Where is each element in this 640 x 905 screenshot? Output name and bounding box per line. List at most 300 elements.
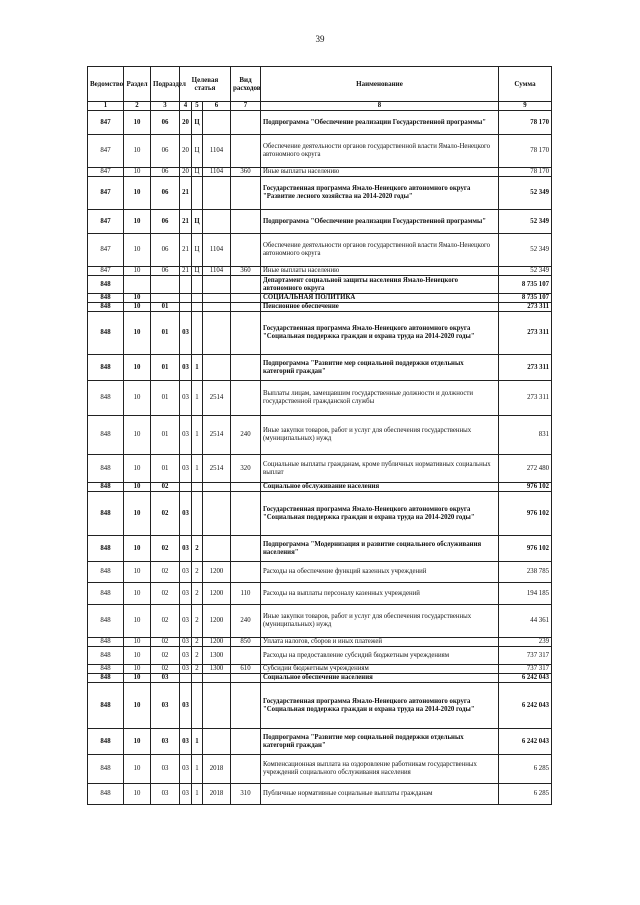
cell-expense-type: 360 [231,168,261,177]
cell-razdel: 10 [124,111,151,135]
cell-target-subprogram [192,294,203,303]
table-row [88,303,552,312]
cell-target-subprogram: 1 [192,381,203,416]
cell-target-code [203,303,231,312]
cell-name: Подпрограмма "Модернизация и развитие социального обслуживания населения" [261,536,499,562]
cell-podrazdel: 06 [151,267,180,276]
table-row [88,492,552,536]
col-number: 6 [203,102,231,111]
cell-target-program: 03 [180,729,192,755]
cell-vedomstvo: 848 [88,784,124,805]
cell-razdel: 10 [124,210,151,234]
cell-name: Выплаты лицам, замещавшим государственные должности и должности государственной гражданской службы [261,381,499,416]
table-row [88,729,552,755]
cell-target-subprogram: Ц [192,210,203,234]
cell-sum: 976 102 [499,492,552,536]
cell-razdel: 10 [124,455,151,483]
cell-name: Иные закупки товаров, работ и услуг для обеспечения государственных (муниципальных) нужд [261,416,499,455]
table-row [88,312,552,355]
cell-target-subprogram: 2 [192,562,203,583]
cell-razdel [124,276,151,294]
table-row [88,276,552,294]
cell-expense-type [231,303,261,312]
cell-razdel: 10 [124,674,151,683]
cell-target-code: 1104 [203,234,231,267]
cell-target-subprogram: 2 [192,605,203,638]
cell-razdel: 10 [124,234,151,267]
cell-expense-type [231,674,261,683]
cell-target-program: 03 [180,455,192,483]
col-number: 7 [231,102,261,111]
cell-sum: 8 735 107 [499,276,552,294]
cell-target-code [203,492,231,536]
cell-sum: 44 361 [499,605,552,638]
cell-podrazdel: 06 [151,168,180,177]
cell-razdel: 10 [124,729,151,755]
cell-sum: 976 102 [499,483,552,492]
cell-sum: 239 [499,638,552,647]
cell-sum: 52 349 [499,267,552,276]
cell-vedomstvo: 848 [88,536,124,562]
cell-target-program: 03 [180,355,192,381]
cell-name: Пенсионное обеспечение [261,303,499,312]
cell-target-subprogram [192,483,203,492]
cell-vedomstvo: 847 [88,234,124,267]
cell-vedomstvo: 848 [88,729,124,755]
cell-podrazdel: 01 [151,455,180,483]
cell-target-code [203,294,231,303]
cell-target-code: 1200 [203,583,231,605]
cell-target-code [203,674,231,683]
cell-podrazdel: 03 [151,674,180,683]
cell-target-program [180,303,192,312]
cell-podrazdel: 06 [151,210,180,234]
cell-podrazdel: 06 [151,234,180,267]
cell-vedomstvo: 848 [88,683,124,729]
cell-name: Социальное обслуживание населения [261,483,499,492]
cell-target-program: 20 [180,168,192,177]
cell-expense-type: 850 [231,638,261,647]
column-number-row [88,102,552,111]
cell-razdel: 10 [124,267,151,276]
cell-name: Субсидии бюджетным учреждениям [261,665,499,674]
cell-expense-type [231,355,261,381]
cell-vedomstvo: 848 [88,492,124,536]
cell-name: Расходы на выплаты персоналу казенных учреждений [261,583,499,605]
table-row [88,111,552,135]
cell-target-subprogram: Ц [192,234,203,267]
cell-target-code [203,210,231,234]
header-celevaya: Целевая статья [180,67,231,102]
table-row [88,234,552,267]
cell-target-subprogram: Ц [192,168,203,177]
cell-expense-type [231,729,261,755]
cell-sum: 737 317 [499,647,552,665]
cell-podrazdel [151,294,180,303]
cell-expense-type [231,562,261,583]
cell-vedomstvo: 848 [88,605,124,638]
cell-expense-type [231,647,261,665]
cell-target-subprogram: 2 [192,647,203,665]
cell-podrazdel: 01 [151,355,180,381]
header-razdel: Раздел [124,67,151,102]
cell-target-program: 03 [180,605,192,638]
cell-podrazdel: 01 [151,381,180,416]
cell-expense-type: 240 [231,605,261,638]
cell-sum: 6 285 [499,755,552,784]
cell-target-code [203,683,231,729]
cell-target-code: 2514 [203,381,231,416]
table-row [88,381,552,416]
cell-target-program: 03 [180,665,192,674]
cell-target-program: 03 [180,647,192,665]
cell-vedomstvo: 848 [88,674,124,683]
cell-vedomstvo: 848 [88,562,124,583]
cell-podrazdel: 03 [151,784,180,805]
cell-target-code [203,276,231,294]
cell-target-subprogram: 1 [192,784,203,805]
cell-sum: 273 311 [499,312,552,355]
cell-vedomstvo: 847 [88,210,124,234]
cell-target-subprogram: 1 [192,729,203,755]
cell-target-program: 03 [180,492,192,536]
cell-name: Подпрограмма "Развитие мер социальной поддержки отдельных категорий граждан" [261,355,499,381]
table-row [88,455,552,483]
cell-name: Государственная программа Ямало-Ненецкого автономного округа "Социальная поддержка граждан и охрана труда на 2014-2020 годы" [261,683,499,729]
cell-target-code: 1300 [203,647,231,665]
cell-podrazdel: 02 [151,483,180,492]
table-row [88,647,552,665]
cell-razdel: 10 [124,135,151,168]
cell-target-code [203,729,231,755]
cell-expense-type [231,234,261,267]
cell-expense-type [231,312,261,355]
cell-sum: 6 285 [499,784,552,805]
cell-target-subprogram: Ц [192,267,203,276]
cell-target-subprogram: Ц [192,111,203,135]
cell-podrazdel: 03 [151,729,180,755]
cell-target-subprogram [192,312,203,355]
cell-target-program [180,276,192,294]
cell-target-subprogram [192,674,203,683]
cell-target-code [203,355,231,381]
cell-target-subprogram [192,177,203,210]
table-row [88,665,552,674]
cell-name: Расходы на предоставление субсидий бюджетным учреждениям [261,647,499,665]
header-sum: Сумма [499,67,552,102]
header-ved: Ведомство [88,67,124,102]
cell-name: Государственная программа Ямало-Ненецкого автономного округа "Социальная поддержка граждан и охрана труда на 2014-2020 годы" [261,312,499,355]
cell-podrazdel: 06 [151,177,180,210]
cell-podrazdel: 02 [151,536,180,562]
cell-name: Социальное обеспечение населения [261,674,499,683]
cell-razdel: 10 [124,755,151,784]
cell-sum: 6 242 043 [499,674,552,683]
cell-podrazdel: 01 [151,303,180,312]
cell-vedomstvo: 848 [88,638,124,647]
cell-target-program: 21 [180,177,192,210]
cell-target-program: 21 [180,267,192,276]
table-row [88,177,552,210]
cell-target-code: 1300 [203,665,231,674]
cell-razdel: 10 [124,562,151,583]
header-podrazdel: Подраздел [151,67,180,102]
cell-podrazdel [151,276,180,294]
cell-sum: 272 480 [499,455,552,483]
cell-target-code: 1104 [203,168,231,177]
cell-target-subprogram: 1 [192,755,203,784]
cell-expense-type [231,111,261,135]
cell-target-program: 20 [180,111,192,135]
cell-target-code: 2018 [203,784,231,805]
cell-razdel: 10 [124,294,151,303]
cell-vedomstvo: 848 [88,755,124,784]
cell-target-program: 03 [180,583,192,605]
cell-expense-type: 110 [231,583,261,605]
cell-target-program: 03 [180,755,192,784]
cell-razdel: 10 [124,416,151,455]
cell-target-code [203,111,231,135]
cell-sum: 78 170 [499,135,552,168]
cell-vedomstvo: 848 [88,294,124,303]
cell-name: Обеспечение деятельности органов государственной власти Ямало-Ненецкого автономного округа [261,135,499,168]
cell-target-subprogram: 1 [192,416,203,455]
cell-target-program: 03 [180,638,192,647]
cell-target-program: 21 [180,234,192,267]
cell-target-code: 2514 [203,455,231,483]
cell-target-subprogram: 2 [192,583,203,605]
col-number: 4 [180,102,192,111]
cell-expense-type: 360 [231,267,261,276]
col-number: 5 [192,102,203,111]
cell-name: Государственная программа Ямало-Ненецкого автономного округа "Социальная поддержка граждан и охрана труда на 2014-2020 годы" [261,492,499,536]
cell-sum: 273 311 [499,355,552,381]
table-row [88,674,552,683]
header-name: Наименование [261,67,499,102]
cell-expense-type [231,536,261,562]
cell-razdel: 10 [124,483,151,492]
cell-target-subprogram: 1 [192,355,203,381]
cell-target-subprogram: 2 [192,638,203,647]
cell-vedomstvo: 848 [88,355,124,381]
table-row [88,355,552,381]
cell-vedomstvo: 848 [88,381,124,416]
cell-podrazdel: 02 [151,665,180,674]
cell-vedomstvo: 848 [88,483,124,492]
cell-podrazdel: 03 [151,683,180,729]
cell-expense-type: 610 [231,665,261,674]
cell-sum: 976 102 [499,536,552,562]
cell-vedomstvo: 848 [88,276,124,294]
cell-target-code: 1104 [203,267,231,276]
table-row [88,267,552,276]
cell-target-program [180,294,192,303]
cell-podrazdel: 02 [151,583,180,605]
cell-target-subprogram [192,303,203,312]
cell-target-subprogram [192,683,203,729]
cell-name: Департамент социальной защиты населения Ямало-Ненецкого автономного округа [261,276,499,294]
cell-vedomstvo: 848 [88,312,124,355]
cell-target-code: 1104 [203,135,231,168]
cell-sum: 6 242 043 [499,683,552,729]
cell-podrazdel: 06 [151,111,180,135]
cell-sum: 238 785 [499,562,552,583]
cell-target-code: 2514 [203,416,231,455]
cell-name: Иные выплаты населению [261,267,499,276]
cell-vedomstvo: 847 [88,168,124,177]
cell-podrazdel: 02 [151,605,180,638]
cell-name: Подпрограмма "Обеспечение реализации Государственной программы" [261,111,499,135]
cell-name: Государственная программа Ямало-Ненецкого автономного округа "Развитие лесного хозяйства на 2014-2020 годы" [261,177,499,210]
cell-name: Иные выплаты населению [261,168,499,177]
cell-sum: 273 311 [499,381,552,416]
cell-razdel: 10 [124,312,151,355]
cell-name: Обеспечение деятельности органов государственной власти Ямало-Ненецкого автономного округа [261,234,499,267]
cell-expense-type [231,294,261,303]
cell-target-program [180,674,192,683]
budget-table [87,66,552,805]
cell-podrazdel: 02 [151,647,180,665]
table-row [88,638,552,647]
table-row [88,210,552,234]
cell-target-code: 1200 [203,638,231,647]
cell-expense-type [231,381,261,416]
cell-vedomstvo: 848 [88,665,124,674]
cell-expense-type: 320 [231,455,261,483]
cell-expense-type: 310 [231,784,261,805]
cell-name: Уплата налогов, сборов и иных платежей [261,638,499,647]
cell-expense-type [231,177,261,210]
cell-podrazdel: 01 [151,416,180,455]
cell-razdel: 10 [124,665,151,674]
cell-name: Подпрограмма "Развитие мер социальной поддержки отдельных категорий граждан" [261,729,499,755]
cell-vedomstvo: 848 [88,455,124,483]
col-number: 2 [124,102,151,111]
cell-razdel: 10 [124,647,151,665]
cell-sum: 273 311 [499,303,552,312]
cell-vedomstvo: 847 [88,267,124,276]
table-row [88,294,552,303]
cell-target-code [203,312,231,355]
cell-expense-type [231,276,261,294]
cell-sum: 831 [499,416,552,455]
cell-target-subprogram: 1 [192,455,203,483]
cell-expense-type: 240 [231,416,261,455]
cell-target-program: 03 [180,312,192,355]
table-row [88,562,552,583]
cell-razdel: 10 [124,784,151,805]
cell-target-program: 03 [180,562,192,583]
cell-podrazdel: 02 [151,638,180,647]
cell-podrazdel: 02 [151,492,180,536]
cell-name: Подпрограмма "Обеспечение реализации Государственной программы" [261,210,499,234]
cell-name: Иные закупки товаров, работ и услуг для обеспечения государственных (муниципальных) нужд [261,605,499,638]
cell-razdel: 10 [124,355,151,381]
cell-expense-type [231,683,261,729]
table-row [88,135,552,168]
table-row [88,784,552,805]
col-number: 3 [151,102,180,111]
cell-expense-type [231,483,261,492]
cell-razdel: 10 [124,536,151,562]
cell-target-code [203,536,231,562]
cell-razdel: 10 [124,303,151,312]
cell-expense-type [231,210,261,234]
cell-sum: 78 170 [499,111,552,135]
cell-target-subprogram [192,492,203,536]
col-number: 9 [499,102,552,111]
cell-target-program: 03 [180,683,192,729]
cell-sum: 78 170 [499,168,552,177]
cell-expense-type [231,755,261,784]
col-number: 1 [88,102,124,111]
cell-sum: 52 349 [499,177,552,210]
cell-sum: 194 185 [499,583,552,605]
cell-razdel: 10 [124,605,151,638]
cell-podrazdel: 02 [151,562,180,583]
cell-razdel: 10 [124,168,151,177]
table-row [88,536,552,562]
cell-vedomstvo: 848 [88,303,124,312]
page-number: 39 [315,34,325,44]
cell-vedomstvo: 848 [88,647,124,665]
cell-target-code: 1200 [203,605,231,638]
cell-expense-type [231,492,261,536]
cell-sum: 737 317 [499,665,552,674]
cell-podrazdel: 06 [151,135,180,168]
table-row [88,755,552,784]
cell-expense-type [231,135,261,168]
cell-sum: 52 349 [499,234,552,267]
cell-target-program: 20 [180,135,192,168]
cell-razdel: 10 [124,583,151,605]
cell-razdel: 10 [124,492,151,536]
table-row [88,416,552,455]
cell-razdel: 10 [124,683,151,729]
header-vid: Вид расходов [231,67,261,102]
cell-sum: 6 242 043 [499,729,552,755]
cell-razdel: 10 [124,177,151,210]
cell-target-program: 03 [180,536,192,562]
cell-razdel: 10 [124,381,151,416]
cell-vedomstvo: 847 [88,135,124,168]
cell-vedomstvo: 847 [88,111,124,135]
cell-vedomstvo: 848 [88,583,124,605]
cell-target-program [180,483,192,492]
cell-target-program: 21 [180,210,192,234]
cell-target-code: 2018 [203,755,231,784]
cell-name: Компенсационная выплата на оздоровление работникам государственных учреждений социального обслуживания населения [261,755,499,784]
cell-target-program: 03 [180,784,192,805]
cell-razdel: 10 [124,638,151,647]
table-row [88,605,552,638]
cell-name: Публичные нормативные социальные выплаты гражданам [261,784,499,805]
cell-vedomstvo: 847 [88,177,124,210]
cell-sum: 8 735 107 [499,294,552,303]
cell-target-program: 03 [180,416,192,455]
cell-target-code [203,483,231,492]
table-row [88,168,552,177]
table-row [88,683,552,729]
cell-podrazdel: 01 [151,312,180,355]
cell-target-subprogram: 2 [192,665,203,674]
cell-name: Социальные выплаты гражданам, кроме публичных нормативных социальных выплат [261,455,499,483]
cell-name: СОЦИАЛЬНАЯ ПОЛИТИКА [261,294,499,303]
table-row [88,583,552,605]
cell-target-subprogram [192,276,203,294]
cell-target-code [203,177,231,210]
cell-podrazdel: 03 [151,755,180,784]
